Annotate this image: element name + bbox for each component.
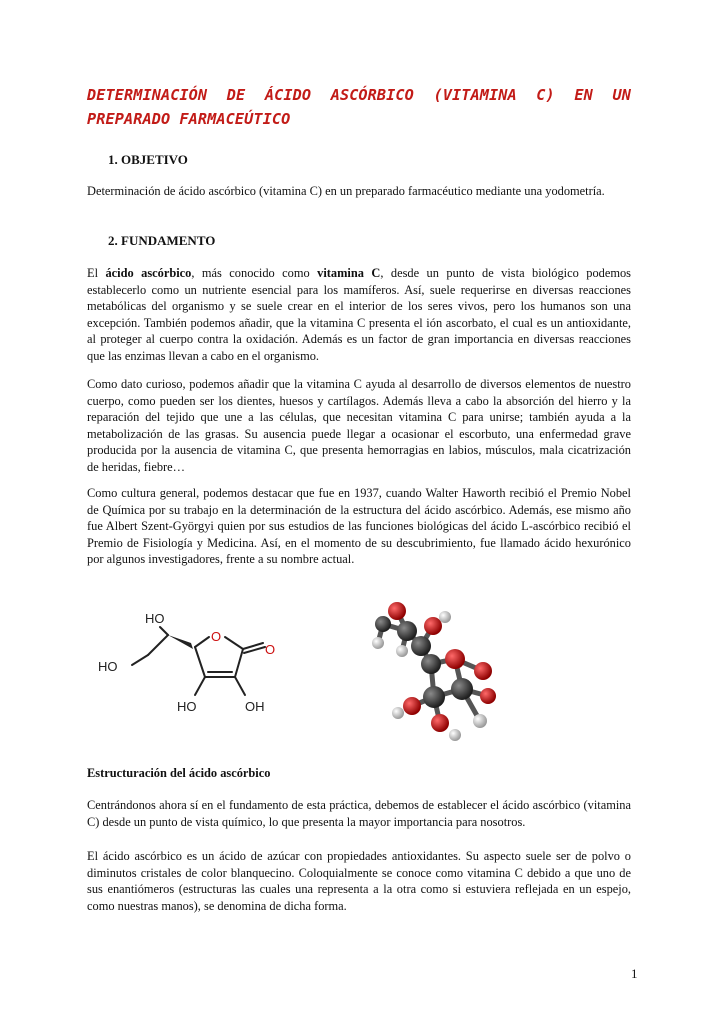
section-heading-fundamento: 2. FUNDAMENTO (108, 233, 216, 248)
paragraph-1-start: El (87, 266, 106, 280)
label-ho-top: HO (145, 611, 165, 626)
label-o-carbonyl: O (265, 642, 276, 657)
bold-vitamina-c: vitamina C (317, 266, 381, 280)
ascorbic-acid-ball-model (360, 593, 530, 753)
paragraph-objetivo: Determinación de ácido ascórbico (vitamina C) en un preparado farmacéutico mediante una yodometría. (87, 184, 605, 198)
label-ho-left: HO (98, 659, 118, 674)
page-number: 1 (631, 966, 638, 981)
paragraph-2: Como dato curioso, podemos añadir que la vitamina C ayuda al desarrollo de diversos elementos de nuestro cuerpo, como pueden ser los dientes, huesos y cartílagos. Además lleva a cabo la absorción del hierro y la reparación del tejido que une a las células, que necesitan vitamina C para unirse; también ayuda a la metabolización de las grasas. Su ausencia puede llegar a ocasionar el escorbuto, una enfermedad grave producida por la ausencia de vitamina C, que presenta hemorragias en labios, músculos, mala cicatrización de heridas, fiebre… (87, 377, 631, 474)
section-heading-objetivo: 1. OBJETIVO (108, 152, 188, 167)
figure-caption: Estructuración del ácido ascórbico (87, 766, 271, 780)
label-oh-bottom: OH (245, 699, 265, 714)
bold-acido-ascorbico: ácido ascórbico (105, 266, 192, 280)
paragraph-1-rest: , desde un punto de vista biológico podemos establecerlo como un nutriente esencial para los mamíferos. Así, suele requerirse en diversas reacciones metabólicas del organismo y se suele crear en el interior de los seres vivos, pero los humanos son una excepción. También podemos añadir, que la vitamina C presenta el ión ascorbato, el cual es un antioxidante, al proteger al cuerpo contra la oxidación. Además es un factor de gran importancia en diversas reacciones que las enzimas llevan a cabo en el organismo. (87, 266, 631, 363)
label-ho-bottom: HO (177, 699, 197, 714)
paragraph-4: Centrándonos ahora sí en el fundamento de esta práctica, debemos de establecer el ácido ascórbico (vitamina C) desde un punto de vista químico, lo que presenta la mayor importancia para nosotros. (87, 798, 631, 829)
paragraph-5: El ácido ascórbico es un ácido de azúcar con propiedades antioxidantes. Su aspecto suele ser de polvo o diminutos cristales de color blanquecino. Coloquialmente se conoce como vitamina C debido a que uno de sus enantiómeros (estructuras las cuales una representa a la otra como si estuviera reflejada en un espejo, como nuestras manos), se denomina de dicha forma. (87, 849, 631, 913)
paragraph-1-mid: , más conocido como (191, 266, 318, 280)
label-o-ring: O (211, 629, 222, 644)
ascorbic-acid-skeletal-formula (95, 605, 295, 730)
paragraph-3: Como cultura general, podemos destacar que fue en 1937, cuando Walter Haworth recibió el Premio Nobel de Química por su trabajo en la determinación de la estructura del ácido ascórbico. Además, ese mismo año fue Albert Szent-Györgyi quien por sus estudios de las funciones biológicas del ácido L-ascórbico recibió el Premio de Fisiología y Medicina. Así, en el momento de su descubrimiento, fue llamado ácido hexurónico por algunos investigadores, frente a su nombre actual. (87, 486, 631, 567)
document-title: DETERMINACIÓN DE ÁCIDO ASCÓRBICO (VITAMINA C) EN UN PREPARADO FARMACEÚTICO (87, 86, 631, 128)
paragraph-1 (87, 265, 631, 365)
